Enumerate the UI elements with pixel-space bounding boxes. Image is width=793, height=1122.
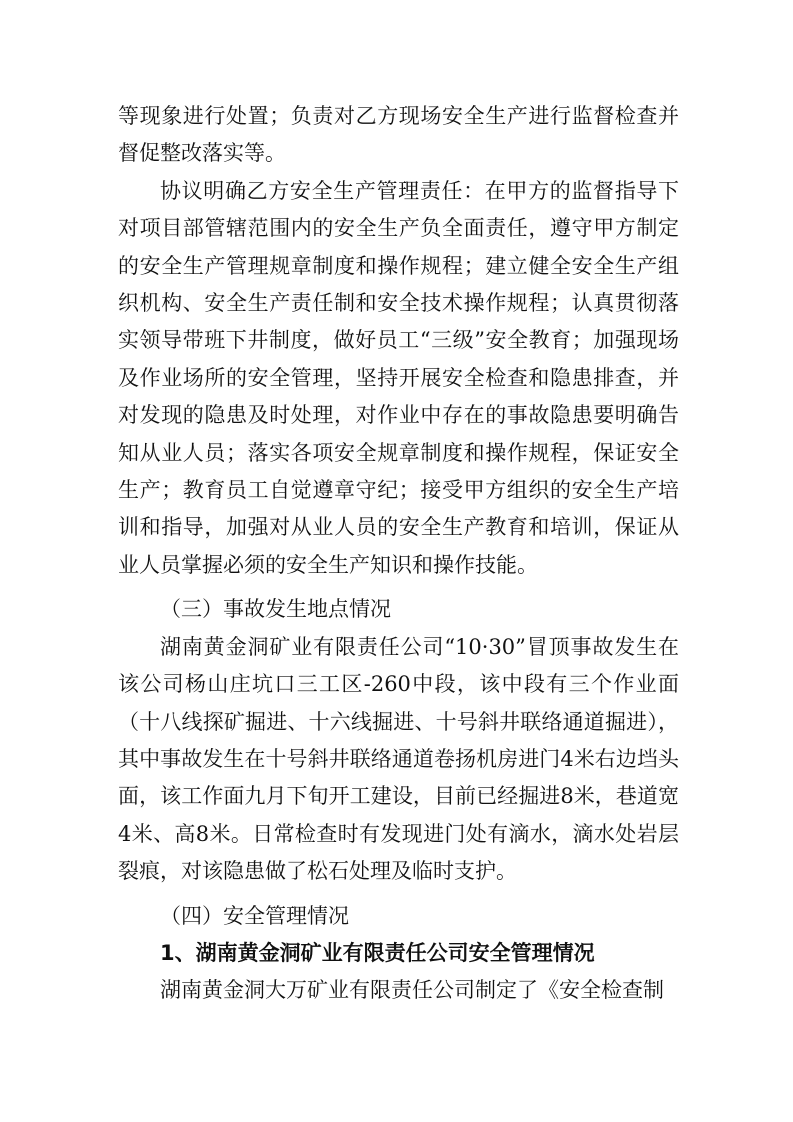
paragraph-accident-location: 湖南黄金洞矿业有限责任公司“10·30”冒顶事故发生在该公司杨山庄坑口三工区-260中段，该中段有三个作业面（十八线探矿掘进、十六线掘进、十号斜井联络通道掘进），其中事故发生在十号斜井联络通道卷扬机房进门4米右边垱头面，该工作面九月下旬开工建设，目前已经掘进8米，巷道宽4米、高8米。日常检查时有发现进门处有滴水，滴水处岩层裂痕，对该隐患做了松石处理及临时支护。 [118,634,679,884]
subheading-company-safety-management: 1、湖南黄金洞矿业有限责任公司安全管理情况 [160,940,595,965]
document-page [118,98,679,1010]
section-heading-safety-management: （四）安全管理情况 [160,903,349,928]
paragraph-continuation: 等现象进行处置；负责对乙方现场安全生产进行监督检查并督促整改落实等。 [118,104,679,166]
paragraph-safety-regulations: 湖南黄金洞大万矿业有限责任公司制定了《安全检查制 [160,978,664,1003]
paragraph-party-b-responsibility: 协议明确乙方安全生产管理责任：在甲方的监督指导下对项目部管辖范围内的安全生产负全面责任，遵守甲方制定的安全生产管理规章制度和操作规程；建立健全安全生产组织机构、安全生产责任制和安全技术操作规程；认真贯彻落实领导带班下井制度，做好员工“三级”安全教育；加强现场及作业场所的安全管理，坚持开展安全检查和隐患排查，并对发现的隐患及时处理，对作业中存在的事故隐患要明确告知从业人员；落实各项安全规章制度和操作规程，保证安全生产；教育员工自觉遵章守纪；接受甲方组织的安全生产培训和指导，加强对从业人员的安全生产教育和培训，保证从业人员掌握必须的安全生产知识和操作技能。 [118,178,679,577]
section-heading-accident-location: （三）事故发生地点情况 [160,597,391,622]
